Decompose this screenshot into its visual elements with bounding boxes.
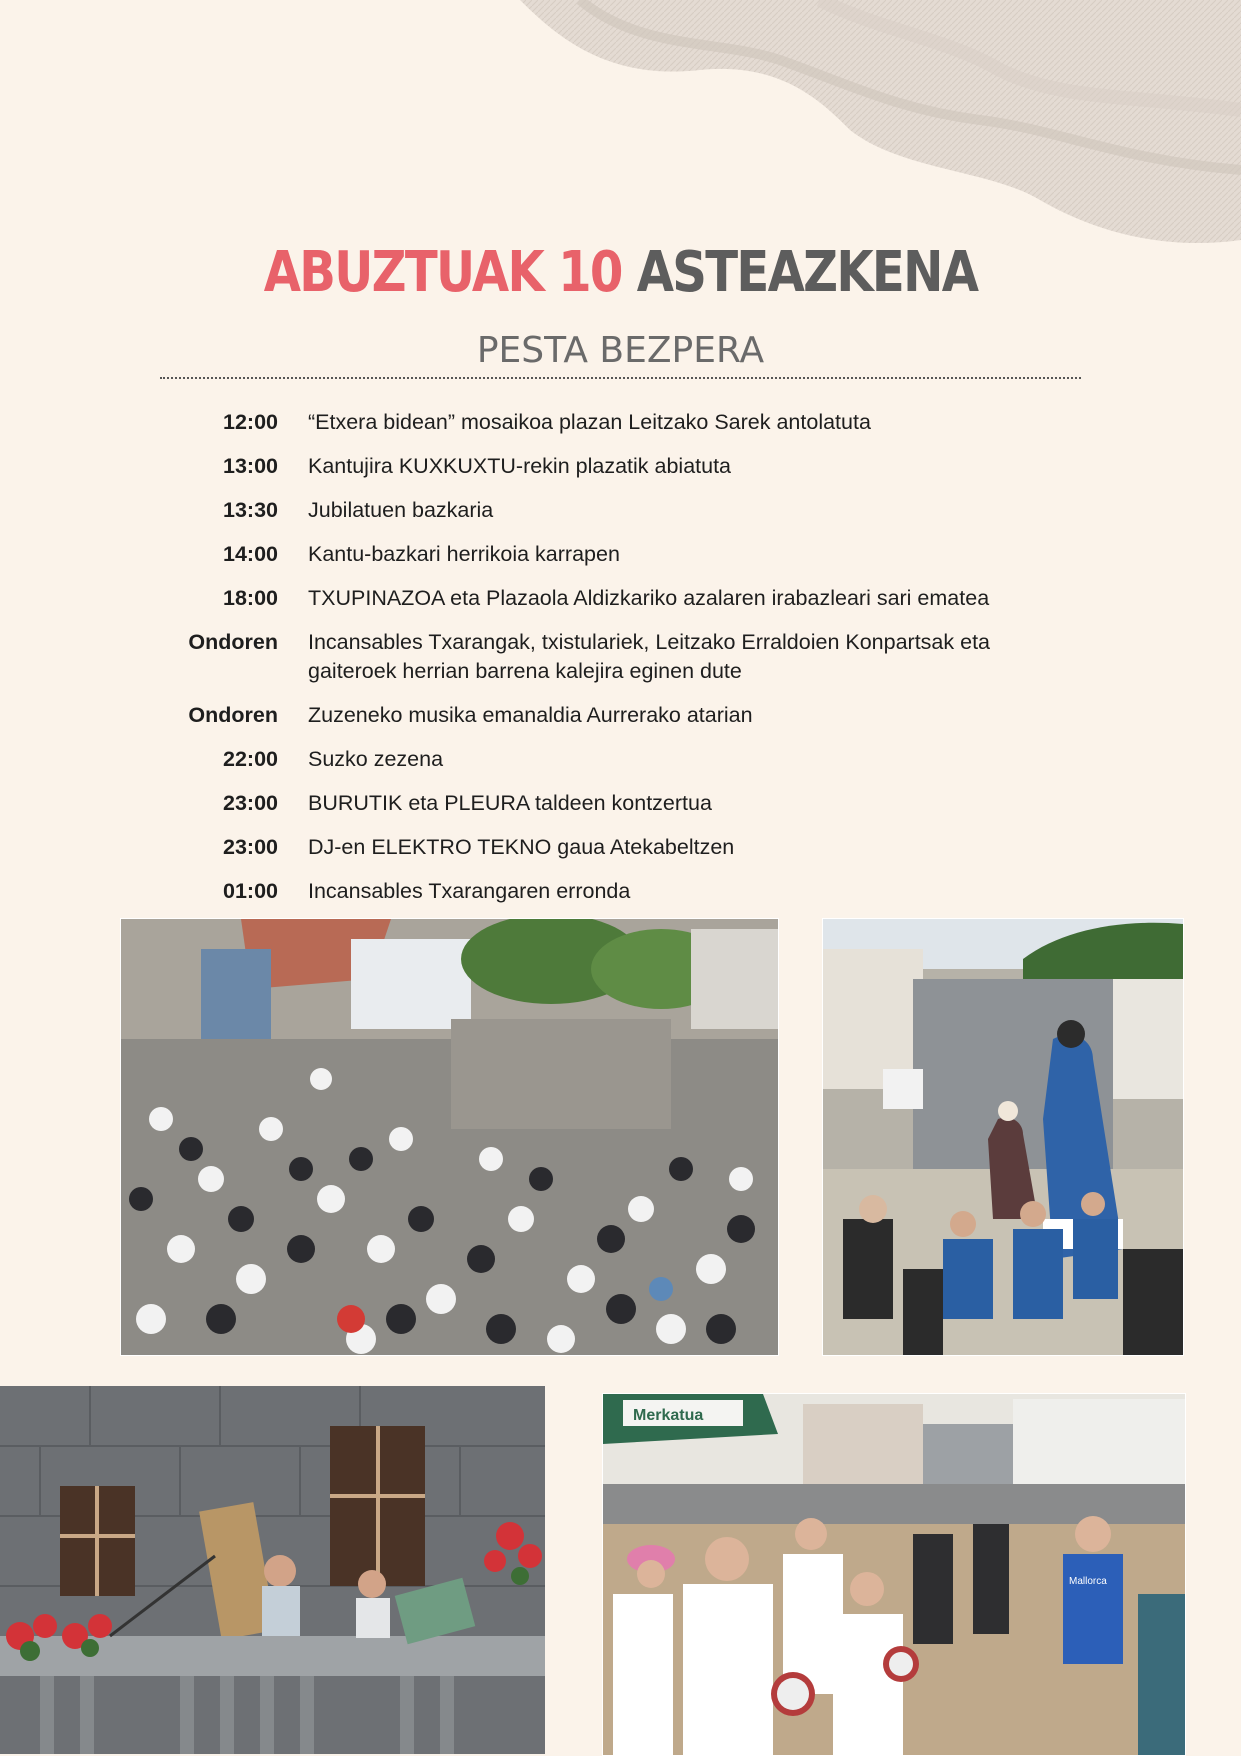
schedule-row [160, 408, 1080, 437]
schedule-time: Ondoren [188, 703, 278, 727]
photo-giants-square [822, 918, 1184, 1356]
schedule-time: 22:00 [223, 747, 278, 771]
dotted-divider [160, 377, 1081, 379]
schedule-text: DJ-en ELEKTRO TEKNO gaua Atekabeltzen [308, 835, 735, 859]
schedule-text: “Etxera bidean” mosaikoa plazan Leitzako Sarek antolatuta [308, 410, 871, 434]
stage-banner-text: Merkatua [633, 1407, 704, 1424]
schedule-row [160, 701, 1080, 730]
schedule-text: Incansables Txarangak, txistulariek, Leitzako Erraldoien Konpartsak eta gaiteroek herrian barrena kalejira eginen dute [308, 630, 991, 683]
schedule-text: TXUPINAZOA eta Plazaola Aldizkariko azalaren irabazleari sari ematea [308, 586, 990, 610]
photo-balcony-txupinazo [0, 1386, 545, 1754]
schedule-text: Kantu-bazkari herrikoia karrapen [308, 542, 620, 566]
schedule-time: Ondoren [188, 630, 278, 654]
schedule-row [160, 540, 1080, 569]
schedule-row [160, 496, 1080, 525]
schedule-row [160, 628, 1080, 686]
schedule-row [160, 745, 1080, 774]
schedule-row [160, 877, 1080, 906]
photo-crowd-plaza [120, 918, 779, 1356]
schedule-row [160, 833, 1080, 862]
schedule-row [160, 452, 1080, 481]
schedule-time: 23:00 [223, 791, 278, 815]
schedule-time: 13:00 [223, 454, 278, 478]
schedule-time: 12:00 [223, 410, 278, 434]
schedule-text: Zuzeneko musika emanaldia Aurrerako atarian [308, 703, 753, 727]
title-date: ABUZTUAK 10 [263, 240, 622, 305]
page-subtitle: PESTA BEZPERA [476, 330, 765, 371]
schedule-text: Jubilatuen bazkaria [308, 498, 494, 522]
schedule-row [160, 584, 1080, 613]
schedule-time: 13:30 [223, 498, 278, 522]
schedule-time: 14:00 [223, 542, 278, 566]
schedule-text: BURUTIK eta PLEURA taldeen kontzertua [308, 791, 712, 815]
schedule-text: Suzko zezena [308, 747, 444, 771]
schedule-time: 23:00 [223, 835, 278, 859]
schedule-time: 01:00 [223, 879, 278, 903]
schedule-list [160, 408, 1080, 921]
title-weekday: ASTEAZKENA [636, 240, 978, 305]
schedule-text: Incansables Txarangaren erronda [308, 879, 631, 903]
page-title [87, 240, 1154, 305]
schedule-row [160, 789, 1080, 818]
schedule-time: 18:00 [223, 586, 278, 610]
photo-band-drums [602, 1393, 1186, 1756]
schedule-text: Kantujira KUXKUXTU-rekin plazatik abiatuta [308, 454, 732, 478]
jersey-text: Mallorca [1069, 1576, 1107, 1587]
